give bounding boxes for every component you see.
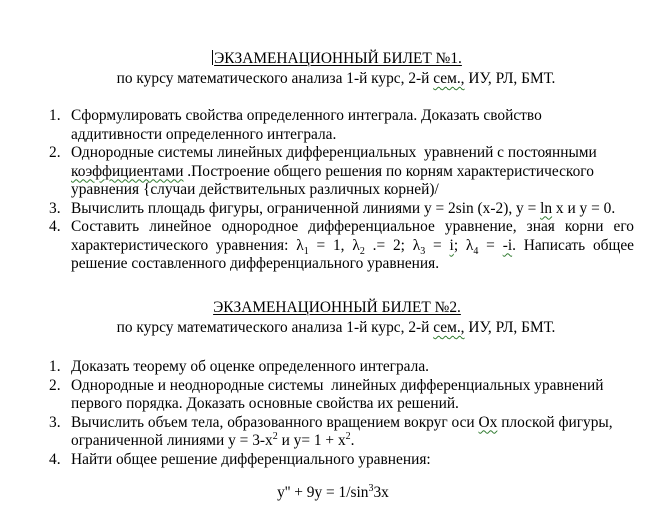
superscript: 3 xyxy=(368,482,374,494)
ticket-1-title-text: ЭКЗАМЕНАЦИОННЫЙ БИЛЕТ №1. xyxy=(214,50,462,67)
subtitle-part: по курсу математического анализа 1-й курс, 2-й xyxy=(116,319,434,336)
question-text-part: Составить линейное однородное дифференциальное уравнение, зная корни его характеристического уравнения: λ xyxy=(71,218,634,254)
superscript: 2 xyxy=(345,430,351,442)
subscript: 2 xyxy=(359,245,365,257)
exam-ticket-2 xyxy=(0,298,666,501)
ticket-2-question-1 xyxy=(0,358,666,377)
question-number: 3. xyxy=(49,199,61,217)
superscript: 2 xyxy=(272,430,278,442)
subtitle-part: ИУ, РЛ, БМТ. xyxy=(464,319,556,336)
ticket-1-question-2 xyxy=(0,144,666,200)
question-text-part: .= 2; λ xyxy=(364,236,421,254)
ticket-1-question-1 xyxy=(0,107,666,144)
ticket-2-question-2 xyxy=(0,377,666,414)
subscript: 4 xyxy=(473,245,479,257)
subscript: 1 xyxy=(303,245,309,257)
ticket-1-title xyxy=(0,49,666,69)
question-line: Найти общее решение дифференциального уравнения: xyxy=(71,450,431,468)
question-text-part: = 1, λ xyxy=(308,236,360,254)
question-text-part: -i xyxy=(502,236,513,254)
question-line: Однородные и неоднородные системы линейных дифференциальных уравнений xyxy=(71,376,604,394)
question-text-part: Вычислить площадь фигуры, ограниченной линиями y = 2sin (x-2), y = xyxy=(71,199,541,217)
subscript: 3 xyxy=(420,245,426,257)
question-text-part: . Написать общее решение составленного дифференциального уравнения. xyxy=(71,236,635,272)
question-text-part: ограниченной линиями y = 3-x xyxy=(71,432,273,449)
question-text-part: = xyxy=(478,236,503,254)
question-text-part: Вычислить объем тела, образованного вращением вокруг оси xyxy=(71,413,479,431)
question-number: 3. xyxy=(49,413,61,431)
ticket-1-questions xyxy=(0,107,666,274)
question-text-part: . xyxy=(183,162,192,180)
ticket-1-question-4 xyxy=(0,218,666,274)
question-number: 2. xyxy=(49,376,61,394)
text-cursor xyxy=(212,50,213,65)
differential-equation xyxy=(0,483,666,503)
subtitle-semester: сем., xyxy=(433,70,465,87)
question-number: 4. xyxy=(49,218,61,235)
ticket-2-question-4 xyxy=(0,451,666,470)
question-text-part: = xyxy=(425,236,450,254)
question-text-part: ln xyxy=(540,199,553,217)
ticket-2-questions xyxy=(0,358,666,469)
question-line: Сформулировать свойства определенного интеграла. Доказать свойство xyxy=(71,107,542,124)
question-text-part: коэффициентами xyxy=(71,162,184,180)
question-text-part: Ox xyxy=(478,413,498,431)
question-number: 2. xyxy=(49,144,61,161)
question-text-part: Построение общего решения по корням характеристического xyxy=(191,162,594,180)
subtitle-semester: сем., xyxy=(433,319,465,336)
question-line: Доказать теорему об оценке определенного интеграла. xyxy=(71,358,430,375)
subtitle-part: ИУ, РЛ, БМТ. xyxy=(464,70,556,87)
ticket-2-subtitle xyxy=(0,318,666,337)
question-text-part: ; λ xyxy=(453,236,474,254)
question-text-part: x и y = 0. xyxy=(552,199,616,217)
question-text-part: . xyxy=(350,432,355,449)
ticket-1-question-3 xyxy=(0,200,666,219)
question-number: 1. xyxy=(49,358,61,375)
question-text-part: i xyxy=(449,236,454,254)
question-line: аддитивности определенного интеграла. xyxy=(71,125,337,143)
equation-part: 3x xyxy=(373,484,389,501)
subtitle-part: по курсу математического анализа 1-й курс, 2-й xyxy=(116,70,434,87)
question-text-part: и y= 1 + x xyxy=(277,432,346,449)
question-line: первого порядка. Доказать основные свойства их решений. xyxy=(71,395,459,412)
equation-part: y'' + 9y = 1/sin xyxy=(277,484,369,501)
ticket-2-question-3 xyxy=(0,414,666,451)
question-line: уравнения {случаи действительных различных корней)/ xyxy=(71,181,439,198)
ticket-1-subtitle xyxy=(0,69,666,88)
ticket-2-title: ЭКЗАМЕНАЦИОННЫЙ БИЛЕТ №2. xyxy=(213,299,461,316)
question-line: Однородные системы линейных дифференциальных уравнений с постоянными xyxy=(71,144,597,161)
question-number: 1. xyxy=(49,107,61,124)
question-text-part: плоской фигуры, xyxy=(497,413,613,431)
question-number: 4. xyxy=(49,450,61,468)
